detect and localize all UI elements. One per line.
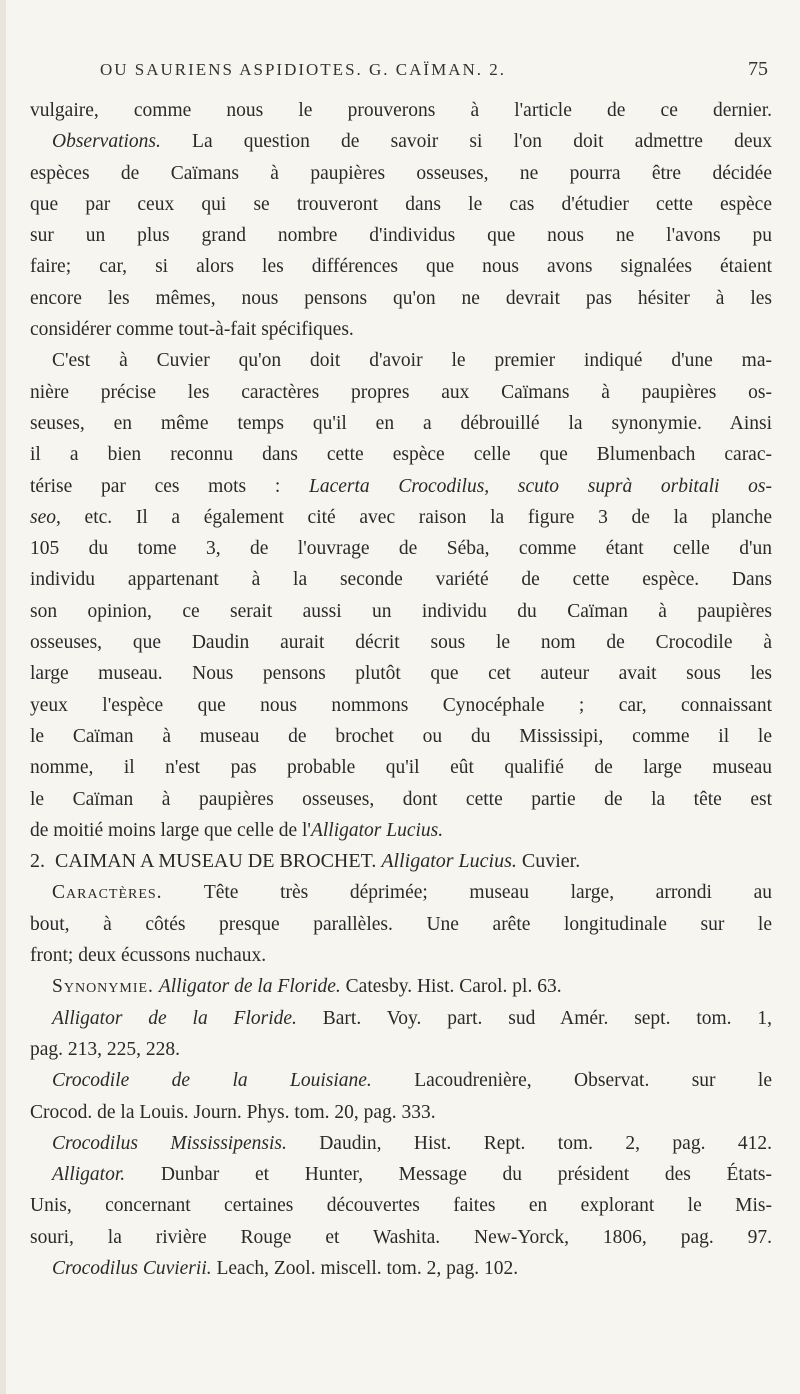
text-line: individu appartenant à la seconde variété de cette espèce. Dans — [30, 569, 772, 591]
text-line: Crocodilus Cuvierii. Leach, Zool. miscell. tom. 2, pag. 102. — [52, 1257, 519, 1279]
page-number: 75 — [748, 58, 768, 80]
synonymie-label: Synonymie. — [52, 976, 154, 998]
text-line: Crocod. de la Louis. Journ. Phys. tom. 20, pag. 333. — [30, 1101, 436, 1123]
page-edge-shadow — [0, 0, 6, 1394]
text-line: Alligator. Dunbar et Hunter, Message du président des États- — [52, 1164, 772, 1186]
page-body — [30, 95, 772, 1284]
paragraph-observations — [30, 95, 772, 345]
running-header — [30, 44, 772, 81]
text-line: front; deux écussons nuchaux. — [30, 945, 267, 967]
text-line: nomme, il n'est pas probable qu'il eût qualifié de large museau — [30, 757, 772, 779]
text-line: faire; car, si alors les différences que nous avons signalées étaient — [30, 256, 772, 278]
text-line: C'est à Cuvier qu'on doit d'avoir le premier indiqué d'une ma- — [52, 350, 772, 372]
section-heading — [30, 846, 772, 877]
observations-label: Observations. — [52, 131, 161, 153]
text-line: Crocodilus Mississipensis. Daudin, Hist. Rept. tom. 2, pag. 412. — [52, 1132, 772, 1154]
text-line: Crocodile de la Louisiane. Lacoudrenière, Observat. sur le — [52, 1070, 773, 1092]
section-title: CAIMAN A MUSEAU DE BROCHET. — [55, 850, 377, 873]
section-author: Cuvier. — [521, 850, 581, 873]
text-line: souri, la rivière Rouge et Washita. New-Yorck, 1806, pag. 97. — [30, 1226, 772, 1248]
text-line: de moitié moins large que celle de l'Alligator Lucius. — [30, 819, 444, 841]
text-line: osseuses, que Daudin aurait décrit sous le nom de Crocodile à — [30, 632, 772, 654]
text-line: pag. 213, 225, 228. — [30, 1038, 181, 1060]
text-line: vulgaire, comme nous le prouverons à l'article de ce dernier. — [30, 100, 772, 121]
text-line: encore les mêmes, nous pensons qu'on ne devrait pas hésiter à les — [30, 287, 772, 309]
text-line: Alligator de la Floride. Bart. Voy. part. sud Amér. sept. tom. 1, — [52, 1007, 773, 1029]
text-line: sur un plus grand nombre d'individus que nous ne l'avons pu — [30, 225, 772, 247]
text-line: son opinion, ce serait aussi un individu du Caïman à paupières — [30, 600, 772, 622]
caracteres-label: Caractères. — [52, 882, 163, 904]
text-line: Unis, concernant certaines découvertes faites en explorant le Mis- — [30, 1195, 772, 1217]
text-line: yeux l'espèce que nous nommons Cynocéphale ; car, connaissant — [30, 694, 772, 716]
text-line: large museau. Nous pensons plutôt que cet auteur avait sous les — [30, 663, 772, 685]
running-title: OU SAURIENS ASPIDIOTES. G. CAÏMAN. 2. — [100, 60, 506, 79]
text-line: térise par ces mots : Lacerta Crocodilus, scuto suprà orbitali os- — [30, 475, 772, 497]
text-line: seuses, en même temps qu'il en a débrouillé la synonymie. Ainsi — [30, 412, 772, 434]
text-line: le Caïman à paupières osseuses, dont cette partie de la tête est — [30, 788, 772, 810]
text-line: que par ceux qui se trouveront dans le cas d'étudier cette espèce — [30, 193, 772, 215]
text-line: espèces de Caïmans à paupières osseuses, ne pourra être décidée — [30, 162, 772, 184]
section-latin-name: Alligator Lucius. — [381, 850, 517, 873]
text-line: il a bien reconnu dans cette espèce celle que Blumenbach carac- — [30, 444, 772, 466]
text-line: 105 du tome 3, de l'ouvrage de Séba, comme étant celle d'un — [30, 538, 772, 560]
paragraph-cuvier — [30, 345, 772, 846]
caracteres-block — [30, 877, 772, 971]
species-name: Alligator Lucius. — [310, 819, 444, 841]
text-line: seo, etc. Il a également cité avec raison la figure 3 de la planche — [30, 506, 772, 528]
text-line: le Caïman à museau de brochet ou du Mississipi, comme il le — [30, 725, 772, 747]
latin-citation: Lacerta Crocodilus, scuto suprà orbitali os- — [308, 475, 772, 497]
section-number: 2. — [30, 850, 45, 873]
text-line: considérer comme tout-à-fait spécifiques. — [30, 319, 354, 341]
text-line: nière précise les caractères propres aux Caïmans à paupières os- — [30, 381, 772, 403]
synonymie-block — [30, 971, 772, 1284]
text-line: bout, à côtés presque parallèles. Une arête longitudinale sur le — [30, 913, 772, 935]
text-line: Synonymie. Alligator de la Floride. Catesby. Hist. Carol. pl. 63. — [52, 976, 562, 998]
text-line: Observations. La question de savoir si l'on doit admettre deux — [52, 131, 772, 153]
text-line: Caractères. Tête très déprimée; museau large, arrondi au — [52, 882, 772, 904]
